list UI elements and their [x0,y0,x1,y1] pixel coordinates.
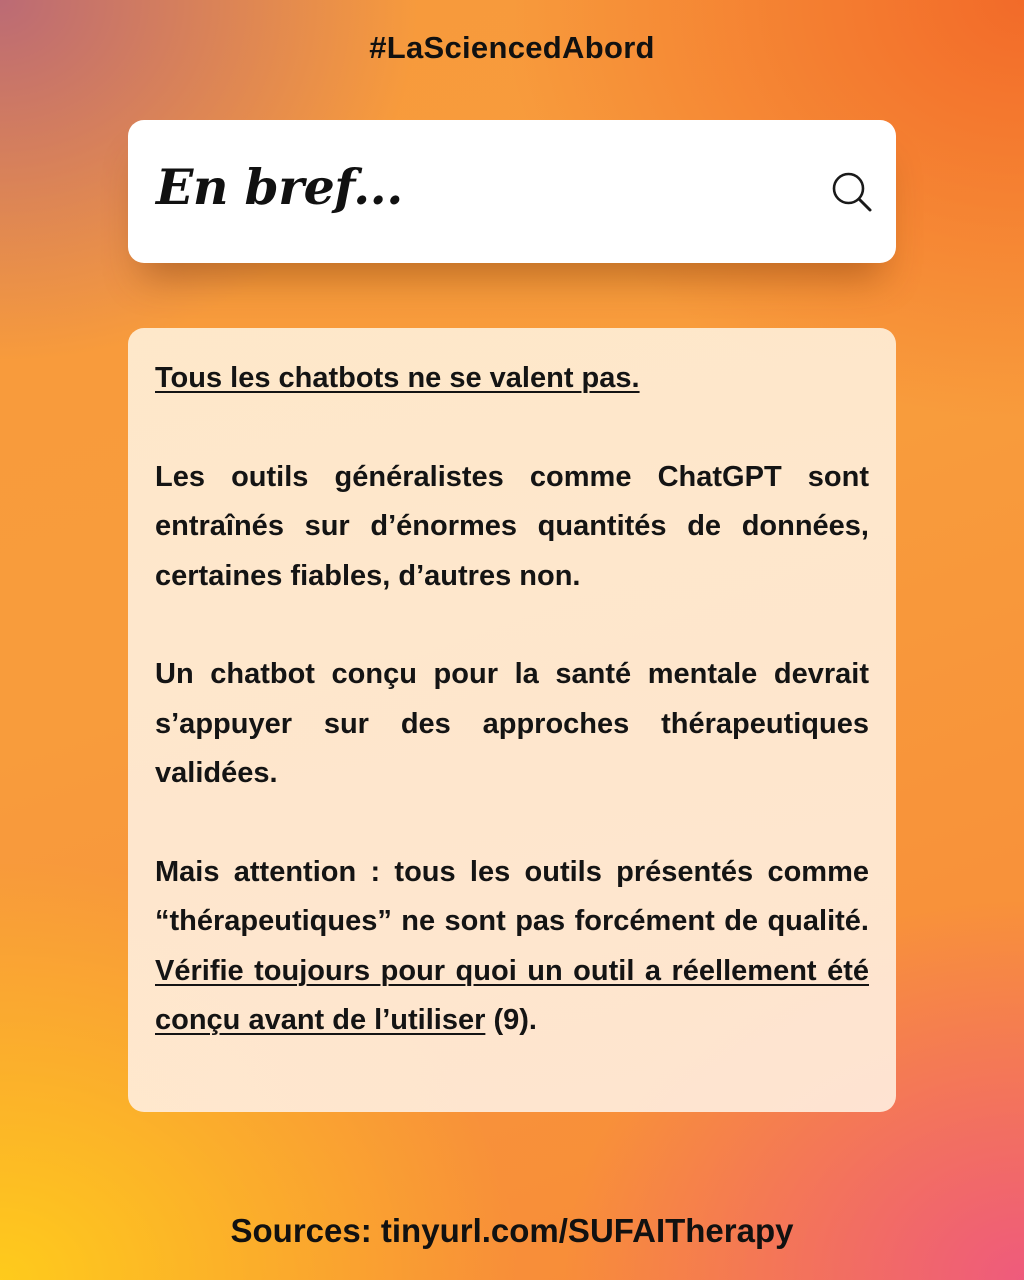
search-bar-title: En bref... [156,158,403,216]
card-paragraph-1: Les outils généralistes comme ChatGPT sont entraînés sur d’énormes quantités de données, certaines fiables, d’autres non. [155,460,869,592]
card-paragraph-3-emphasis: Vérifie toujours pour quoi un outil a réellement été conçu avant de l’utiliser [155,954,869,1037]
hashtag-title: #LaSciencedAbord [369,30,655,65]
card-paragraph-3-intro: Mais attention : tous les outils présentés comme “thérapeutiques” ne sont pas forcément de qualité. [155,856,869,938]
sources-link[interactable]: Sources: tinyurl.com/SUFAITherapy [230,1212,794,1249]
card-paragraph-2: Un chatbot conçu pour la santé mentale devrait s’appuyer sur des approches thérapeutiques validées. [155,658,869,790]
search-bar[interactable] [128,120,896,263]
card-heading [155,354,869,403]
card-paragraph-3 [155,848,869,1046]
summary-card [128,328,896,1112]
card-heading-text: Tous les chatbots ne se valent pas. [155,362,640,394]
card-paragraph-3-reference: (9). [493,1004,537,1037]
search-icon[interactable] [830,170,874,214]
